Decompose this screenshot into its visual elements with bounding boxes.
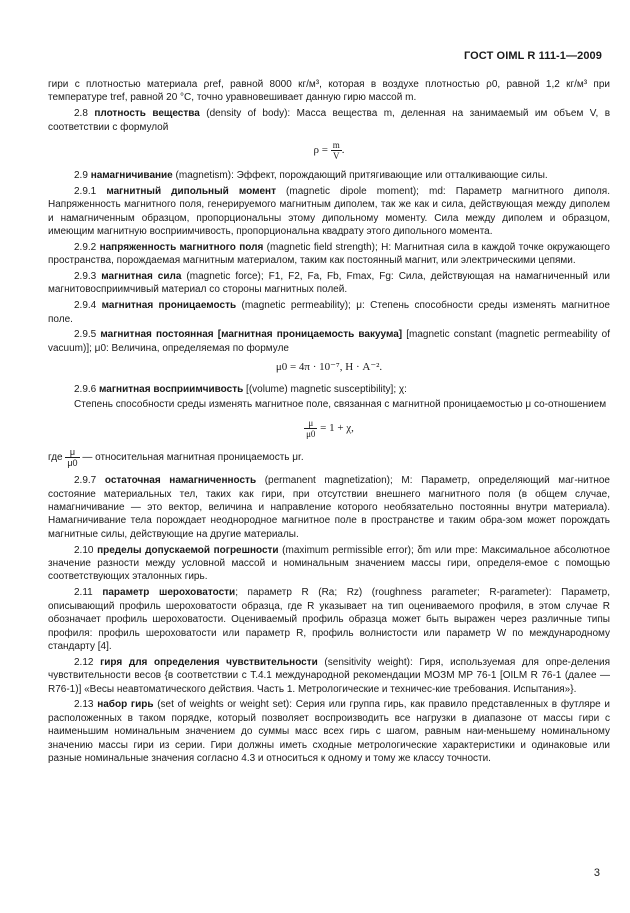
page-number: 3 xyxy=(593,867,600,879)
paragraph-2-9-1 xyxy=(48,185,610,239)
formula-magnetic-constant: μ0 = 4π · 10⁻⁷, Н · А⁻². xyxy=(275,361,383,374)
paragraph-2-9-6-continuation: Степень способности среды изменять магнитное поле, связанная с магнитной проницаемостью μ со-отношением xyxy=(74,399,607,411)
paragraph-2-8 xyxy=(48,107,610,134)
paragraph-2-12 xyxy=(48,656,610,696)
fraction: $\frac{\mu}{\mu 0}$ xyxy=(306,417,316,439)
definition: (maximum permissible error); δm или mpe: Максимальное абсолютное значение разности между условной массой и номинальным значением массы гири, определя-емое с помощью соответствующих эталонных гирь. xyxy=(48,544,611,583)
definition: (magnetic permeability); μ: Степень способности среды изменять магнитное поле. xyxy=(48,300,610,325)
term: магнитная сила xyxy=(101,271,182,283)
clause-number: 2.9.1 xyxy=(74,185,97,197)
paragraph-2-10 xyxy=(48,544,610,584)
clause-number: 2.13 xyxy=(74,699,94,711)
clause-number: 2.9 xyxy=(74,170,88,182)
paragraph-continuation: гири с плотностью материала ρref, равной 8000 кг/м³, которая в воздухе плотностью ρ0, равной 1,2 кг/м³ при температуре tref, равной 20 °C, точно уравновешивает данную гирю массой m. xyxy=(48,79,610,104)
term: намагничивание xyxy=(90,170,173,182)
definition: (set of weights or weight set): Серия или группа гирь, как правило представленных в футляре и расположенных в таком порядке, который позволяет воспроизводить все нагрузки в диапазоне от массы гири с наименьшим номинальным значением до суммы масс всех гирь с шагом, равным наи-меньшему номинальному значению массы гири из серии. Гири должны иметь сходные метрологические характеристики и одинаковые или разные номинальные значения согласно 4.3 и относиться к одному и тому же классу точности. xyxy=(48,699,611,764)
definition: (density of body): Масса вещества m, деленная на занимаемый им объем V, в соответствии с формулой xyxy=(48,108,611,133)
clause-number: 2.9.4 xyxy=(74,300,97,312)
term: магнитная восприимчивость xyxy=(99,383,244,395)
term: магнитная проницаемость xyxy=(101,300,237,312)
paragraph-2-9-2 xyxy=(48,241,610,268)
paragraph-2-13 xyxy=(48,698,610,765)
paragraph-2-9-5 xyxy=(48,328,610,355)
paragraph-2-9-3 xyxy=(48,270,610,297)
term: плотность вещества xyxy=(94,108,200,120)
paragraph-2-11 xyxy=(48,586,610,653)
term: набор гирь xyxy=(97,699,154,711)
fraction: $\frac{m}{V}$ xyxy=(332,140,340,162)
term: пределы допускаемой погрешности xyxy=(97,544,279,556)
term: гиря для определения чувствительности xyxy=(100,656,318,668)
term: остаточная намагниченность xyxy=(104,475,257,487)
formula-density: ρ = $\frac{m}{V}$ . xyxy=(313,140,345,162)
paragraph-2-9 xyxy=(48,169,610,182)
definition: (magnetism): Эффект, порождающий притягивающие или отталкивающие силы. xyxy=(172,170,548,182)
term: магнитная постоянная [магнитная проницаемость вакуума] xyxy=(100,329,403,341)
fraction: $\frac{\mu}{\mu 0}$ xyxy=(67,446,78,468)
document-header: ГОСТ OIML R 111-1—2009 xyxy=(463,50,602,62)
paragraph-2-9-4 xyxy=(48,299,610,326)
clause-number: 2.8 xyxy=(74,108,88,120)
clause-number: 2.11 xyxy=(74,587,93,599)
clause-number: 2.9.6 xyxy=(74,383,97,395)
definition: (permanent magnetization); M: Параметр, определяющий маг-нитное состояние материальных тел, таких как гири, при отсутствии внешнего магнитного поля (в общем случае, намагничивание — это вектор, величина и направление которого необязательно постоянны внутри материала). Намагничивание тела порождает неоднородное магнитное поле в пространстве и таким обра-зом может порождать магнитные силы, действующие на другие материалы. xyxy=(48,475,610,540)
definition: (magnetic force); F1, F2, Fa, Fb, Fmax, Fg: Сила, действующая на намагниченный или магнитовосприимчивый материал со стороны магнитных полей. xyxy=(48,271,611,296)
paragraph-2-9-6 xyxy=(48,383,610,396)
term: параметр шероховатости xyxy=(102,587,236,599)
definition: (magnetic field strength); H: Магнитная сила в каждой точке окружающего пространства, порождаемая магнитным материалом, таким как постоянный магнит, или электрическими цепями. xyxy=(48,241,610,267)
clause-number: 2.9.5 xyxy=(74,329,97,341)
paragraph-2-9-7 xyxy=(48,474,610,541)
document-body xyxy=(48,78,610,768)
definition: [(volume) magnetic susceptibility]; χ: xyxy=(243,383,407,395)
definition: ; параметр R (Ra; Rz) (roughness parameter; R-parameter): Параметр, описывающий профиль шероховатости образца, где R указывает на тип оцениваемого профиля, в этом случае R обозначает профиль шероховатости. Оцениваемый профиль образца может быть выражен через различные типы профиля: профиль шероховатости или параметр R, профиль волнистости или параметр W по международному стандарту [4]. xyxy=(48,587,611,652)
definition: [magnetic constant (magnetic permeability of vacuum)]; μ0: Величина, определяемая по формуле xyxy=(48,329,610,354)
clause-number: 2.12 xyxy=(74,656,94,668)
clause-number: 2.10 xyxy=(74,544,94,556)
definition: (magnetic dipole moment); md: Параметр магнитного диполя. Напряженность магнитного поля, генерируемого магнитным диполем, так же как и сила, действующая между диполем и намагниченным образцом, пропорциональны этому дипольному моменту. Сила между диполем и образцом, имеющим магнитную восприимчивость, пропорциональна квадрату этого дипольного момента. xyxy=(48,185,611,238)
term: напряженность магнитного поля xyxy=(99,241,264,253)
definition: (sensitivity weight): Гиря, используемая для опре-деления чувствительности весов {в соответствии с Т.4.1 международной рекомендации МОЗМ МР 76-1 [OILM R 76-1 (далее — R76-1)] «Весы неавтоматического действия. Часть 1. Метрологические и техничес-кие требования. Испытания»}. xyxy=(48,656,610,695)
clause-number: 2.9.7 xyxy=(74,475,97,487)
formula-susceptibility: $\frac{\mu}{\mu 0}$ = 1 + χ, xyxy=(306,417,354,439)
clause-number: 2.9.3 xyxy=(74,271,97,283)
term: магнитный дипольный момент xyxy=(106,185,276,197)
clause-number: 2.9.2 xyxy=(74,241,97,253)
where-clause: где $\frac{\mu}{\mu 0}$ — относительная магнитная проницаемость μr. xyxy=(48,446,304,468)
